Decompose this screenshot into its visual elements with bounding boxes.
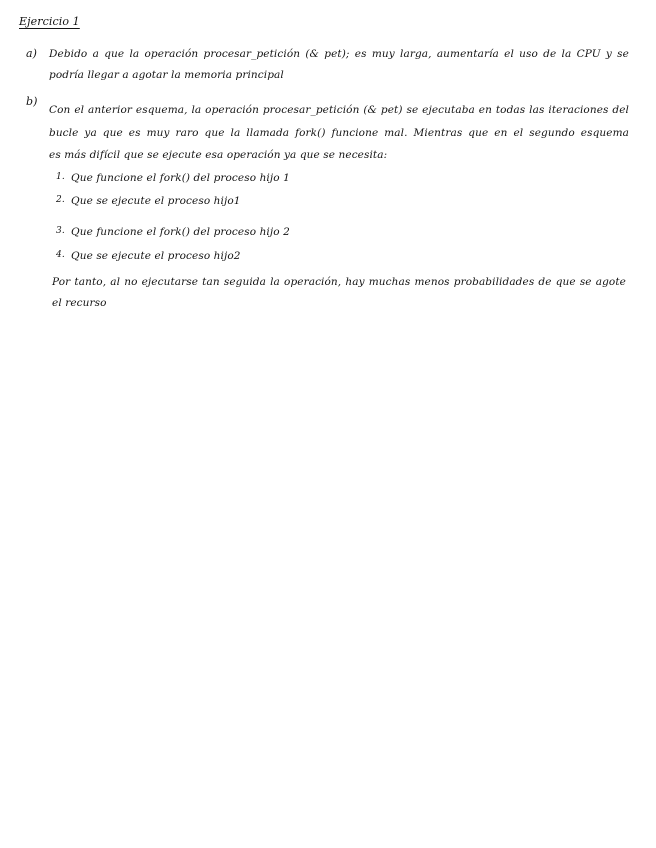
list-item-text: Que funcione el fork() del proceso hijo 1: [71, 172, 290, 184]
list-item-number: 2.: [56, 195, 65, 205]
part-b-marker: b): [26, 95, 38, 108]
conclusion-line-2: el recurso: [52, 297, 107, 309]
list-item-text: Que se ejecute el proceso hijo2: [71, 250, 241, 262]
list-item-text: Que funcione el fork() del proceso hijo 2: [71, 226, 290, 238]
list-item: [56, 172, 290, 184]
part-a-marker: a): [26, 47, 38, 60]
part-b-line-1: Con el anterior esquema, la operación procesar_petición (& pet) se ejecutaba en todas las iteraciones del: [49, 104, 629, 116]
list-item-number: 1.: [56, 172, 65, 182]
part-b-line-3: es más difícil que se ejecute esa operación ya que se necesita:: [49, 149, 388, 161]
list-item-text: Que se ejecute el proceso hijo1: [71, 195, 241, 207]
list-item-number: 4.: [56, 250, 65, 260]
conclusion-line-1: Por tanto, al no ejecutarse tan seguida la operación, hay muchas menos probabilidades de que se agote: [52, 276, 626, 288]
list-item: [56, 250, 241, 262]
part-b-line-2: bucle ya que es muy raro que la llamada fork() funcione mal. Mientras que en el segundo esquema: [49, 127, 629, 139]
part-a-line-2: podría llegar a agotar la memoria principal: [49, 69, 284, 81]
part-a-line-1: Debido a que la operación procesar_petición (& pet); es muy larga, aumentaría el uso de la CPU y se: [49, 48, 629, 60]
list-item: [56, 226, 290, 238]
exercise-title: Ejercicio 1: [19, 15, 80, 28]
list-item: [56, 195, 241, 207]
list-item-number: 3.: [56, 226, 65, 236]
